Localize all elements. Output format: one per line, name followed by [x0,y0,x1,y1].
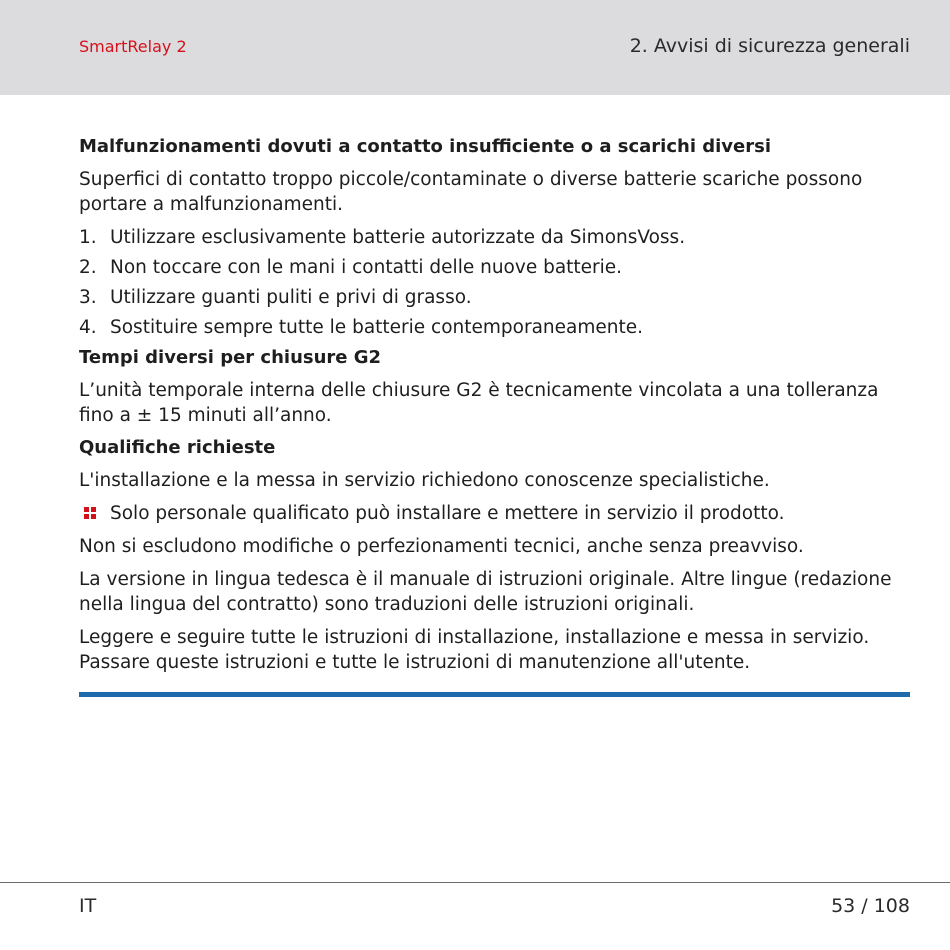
section-heading-malfunzionamenti: Malfunzionamenti dovuti a contatto insufficiente o a scarichi diversi [79,136,772,157]
main-content [79,135,910,683]
footer-language: IT [79,895,97,917]
paragraph-qualifiche: L'installazione e la messa in servizio richiedono conoscenze specialistiche. [79,470,770,491]
page-header [0,0,950,95]
list-item-number: 2. [79,257,97,278]
list-item-number: 4. [79,317,97,338]
list-item-text: Utilizzare esclusivamente batterie autorizzate da SimonsVoss. [110,227,686,248]
list-item [79,315,910,340]
red-square-grid-icon [84,507,97,520]
bullet-item [79,501,910,526]
product-name: SmartRelay 2 [79,37,187,56]
steps-list [79,225,910,340]
list-item-number: 1. [79,227,97,248]
section-heading-tempi: Tempi diversi per chiusure G2 [79,347,382,368]
list-item [79,255,910,280]
bullet-text: Solo personale qualificato può installare e mettere in servizio il prodotto. [110,503,785,524]
section-heading-qualifiche: Qualifiche richieste [79,437,276,458]
list-item-text: Utilizzare guanti puliti e privi di grasso. [110,287,472,308]
footer-divider [0,882,950,883]
section-divider [79,692,910,697]
paragraph-note-changes: Non si escludono modifiche o perfezionamenti tecnici, anche senza preavviso. [79,536,804,557]
paragraph-note-instructions: Leggere e seguire tutte le istruzioni di installazione, installazione e messa in servizio. Passare queste istruzioni e tutte le istruzioni di manutenzione all'utente. [79,627,870,673]
list-item-text: Non toccare con le mani i contatti delle nuove batterie. [110,257,623,278]
paragraph-tempi: L’unità temporale interna delle chiusure G2 è tecnicamente vincolata a una tolleranza fino a ± 15 minuti all’anno. [79,380,879,426]
list-item-text: Sostituire sempre tutte le batterie contemporaneamente. [110,317,644,338]
page-number: 53 / 108 [831,895,910,917]
chapter-title: 2. Avvisi di sicurezza generali [629,35,910,57]
list-item [79,285,910,310]
list-item [79,225,910,250]
paragraph-malfunzionamenti: Superfici di contatto troppo piccole/contaminate o diverse batterie scariche possono portare a malfunzionamenti. [79,169,863,215]
list-item-number: 3. [79,287,97,308]
paragraph-note-language: La versione in lingua tedesca è il manuale di istruzioni originale. Altre lingue (redazione nella lingua del contratto) sono traduzioni delle istruzioni originali. [79,569,892,615]
